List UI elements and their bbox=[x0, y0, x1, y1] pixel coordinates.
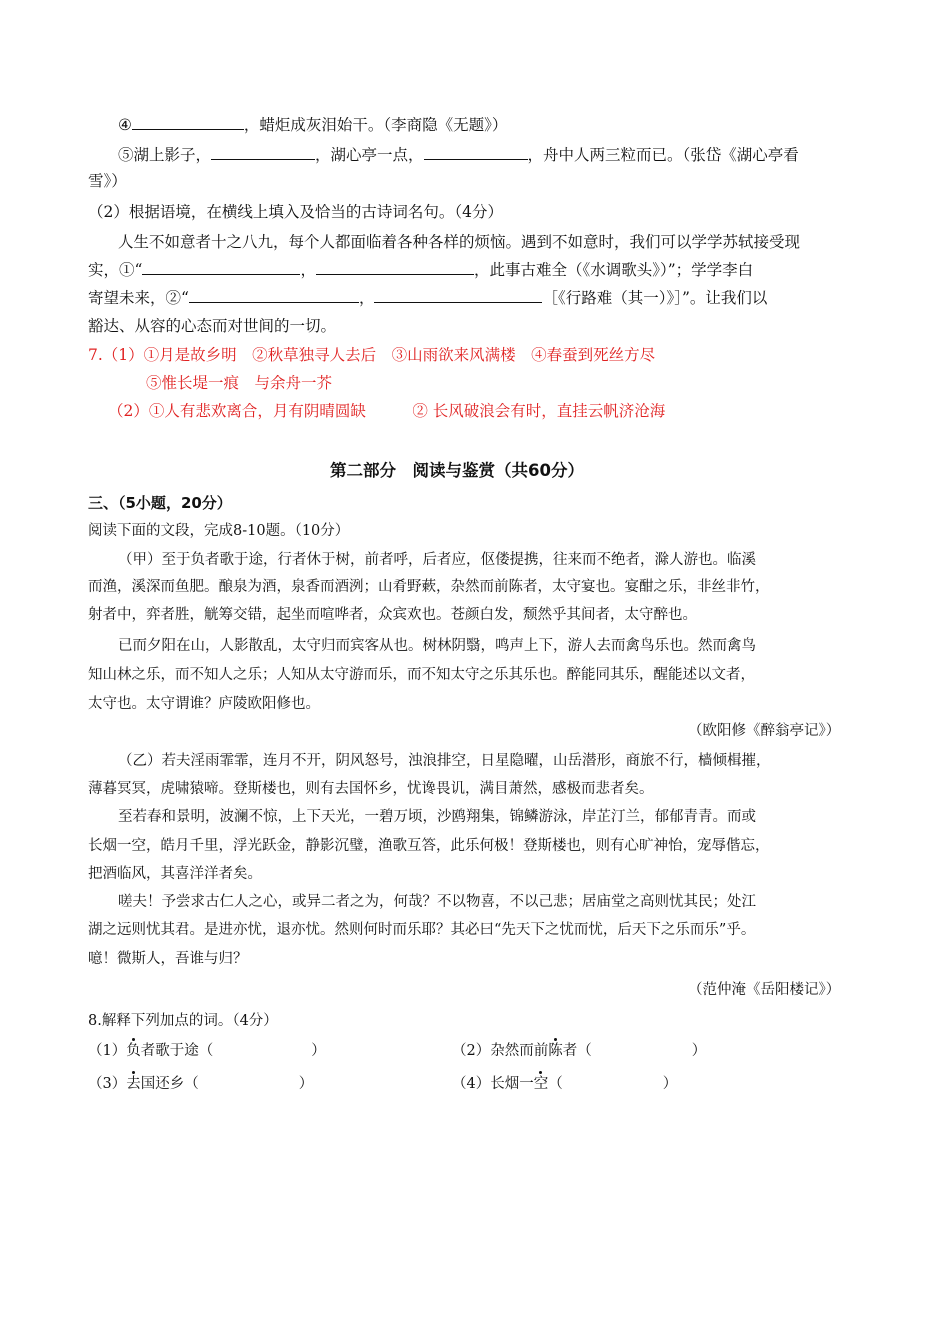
text-a-source: （欧阳修《醉翁亭记》） bbox=[688, 723, 841, 739]
part2-heading: 第二部分 阅读与鉴赏（共60分） bbox=[330, 461, 584, 480]
para-line-3 bbox=[88, 288, 767, 308]
q8-item-1-close: ） bbox=[311, 1043, 326, 1059]
q8-item-1-pre: （1） bbox=[88, 1043, 127, 1059]
text-a-line-6: 太守也。太守谓谁？庐陵欧阳修也。 bbox=[88, 696, 320, 712]
text-b-line-4: 长烟一空，皓月千里，浮光跃金，静影沉璧，渔歌互答，此乐何极！登斯楼也，则有心旷神怡，宠辱偕忘， bbox=[88, 838, 770, 854]
fill-line-4 bbox=[118, 115, 507, 135]
q2-title: （2）根据语境，在横线上填入及恰当的古诗词名句。（4分） bbox=[88, 203, 503, 221]
para2-b: ， bbox=[300, 261, 316, 279]
para-line-4: 豁达、从容的心态而对世间的一切。 bbox=[88, 317, 337, 335]
text-b-line-1: （乙）若夫淫雨霏霏，连月不开，阴风怒号，浊浪排空，日星隐曜，山岳潜形，商旅不行，樯倾楫摧， bbox=[118, 753, 771, 769]
q8-item-2-dotted-word: 陈 bbox=[548, 1043, 563, 1059]
fill-line-5 bbox=[118, 145, 799, 165]
line4-suffix: ，蜡炬成灰泪始干。（李商隐《无题》） bbox=[243, 116, 508, 134]
text-a-line-5: 知山林之乐，而不知人之乐；人知从太守游而乐，而不知太守之乐其乐也。醉能同其乐，醒能述以文者， bbox=[88, 667, 755, 683]
text-a-line-3: 射者中，弈者胜，觥筹交错，起坐而喧哗者，众宾欢也。苍颜白发，颓然乎其间者，太守醉也。 bbox=[88, 607, 697, 623]
blank-para-2b[interactable] bbox=[374, 288, 542, 303]
text-b-line-5: 把酒临风，其喜洋洋者矣。 bbox=[88, 866, 262, 882]
q8-item-3-close: ） bbox=[298, 1076, 314, 1092]
q8-item-2 bbox=[452, 1041, 706, 1061]
section-heading: 三、（5小题，20分） bbox=[88, 494, 232, 512]
line4-prefix: ④ bbox=[118, 116, 132, 134]
text-a-line-1: （甲）至于负者歌于途，行者休于树，前者呼，后者应，伛偻提携，往来而不绝者，滁人游也。临溪 bbox=[118, 552, 756, 568]
blank-para-1a[interactable] bbox=[142, 260, 300, 275]
para2-c: ，此事古难全（《水调歌头》）”；学学李白 bbox=[473, 261, 754, 279]
q8-item-4-pre: （4）长烟一 bbox=[452, 1076, 534, 1092]
q8-item-1 bbox=[88, 1041, 326, 1061]
blank-5b[interactable] bbox=[424, 145, 528, 160]
text-b-source: （范仲淹《岳阳楼记》） bbox=[688, 982, 841, 998]
blank-para-2a[interactable] bbox=[189, 288, 359, 303]
q8-item-2-pre: （2）杂然而前 bbox=[452, 1043, 549, 1059]
q8-item-4 bbox=[452, 1074, 677, 1094]
line5-c: ，舟中人两三粒而已。（张岱《湖心亭看 bbox=[527, 146, 799, 164]
q8-item-4-close: ） bbox=[662, 1076, 678, 1092]
q8-item-4-post: （ bbox=[548, 1076, 563, 1092]
text-a-line-4: 已而夕阳在山，人影散乱，太守归而宾客从也。树林阴翳，鸣声上下，游人去而禽鸟乐也。然而禽鸟 bbox=[118, 638, 756, 654]
para3-c: ［《行路难（其一）》］”。让我们以 bbox=[542, 289, 768, 307]
para-line-2 bbox=[88, 260, 753, 280]
para3-a: 寄望未来，②“ bbox=[88, 289, 189, 307]
para-line-1: 人生不如意者十之八九，每个人都面临着各种各样的烦恼。遇到不如意时，我们可以学学苏轼接受现 bbox=[118, 233, 801, 251]
line5-b: ，湖心亭一点， bbox=[315, 146, 424, 164]
line5-a: ⑤湖上影子， bbox=[118, 146, 212, 164]
q8-item-3 bbox=[88, 1074, 313, 1094]
q8-item-3-pre: （3） bbox=[88, 1076, 127, 1092]
text-a-line-2: 而渔，溪深而鱼肥。酿泉为酒，泉香而酒洌；山肴野蔌，杂然而前陈者，太守宴也。宴酣之乐，非丝非竹， bbox=[88, 579, 770, 595]
blank-para-1b[interactable] bbox=[316, 260, 474, 275]
q8-item-4-dotted-word: 空 bbox=[533, 1076, 549, 1092]
q8-item-1-post: 者歌于途（ bbox=[140, 1043, 214, 1059]
answer-line-1: 7.（1）①月是故乡明 ②秋草独寻人去后 ③山雨欲来风满楼 ④春蚕到死丝方尽 bbox=[88, 346, 656, 364]
q8-item-2-post: 者（ bbox=[562, 1043, 592, 1059]
blank-4[interactable] bbox=[132, 115, 244, 130]
answer-line-3: （2）①人有悲欢离合，月有阴晴圆缺 ② 长风破浪会有时，直挂云帆济沧海 bbox=[108, 402, 666, 420]
text-b-line-6: 嗟夫！予尝求古仁人之心，或异二者之为，何哉？不以物喜，不以己悲；居庙堂之高则忧其民；处江 bbox=[118, 894, 756, 910]
para2-a: 实，①“ bbox=[88, 261, 143, 279]
q8-item-2-close: ） bbox=[691, 1043, 707, 1059]
q8-item-1-dotted-word: 负 bbox=[126, 1043, 141, 1059]
text-b-line-7: 湖之远则忧其君。是进亦忧，退亦忧。然则何时而乐耶？其必曰“先天下之忧而忧，后天下之乐而乐”乎。 bbox=[88, 922, 756, 938]
answer-line-2: ⑤惟长堤一痕 与余舟一芥 bbox=[146, 374, 333, 392]
fill-line-5-cont: 雪》） bbox=[88, 172, 127, 190]
q8-item-3-dotted-word: 去 bbox=[126, 1076, 141, 1092]
text-b-line-3: 至若春和景明，波澜不惊，上下天光，一碧万顷，沙鸥翔集，锦鳞游泳，岸芷汀兰，郁郁青青。而或 bbox=[118, 809, 756, 825]
para3-b: ， bbox=[358, 289, 375, 307]
text-b-line-8: 噫！微斯人，吾谁与归？ bbox=[88, 951, 248, 967]
q8-item-3-post: 国还乡（ bbox=[140, 1076, 199, 1092]
blank-5a[interactable] bbox=[211, 145, 315, 160]
text-b-line-2: 薄暮冥冥，虎啸猿啼。登斯楼也，则有去国怀乡，忧谗畏讥，满目萧然，感极而悲者矣。 bbox=[88, 781, 654, 797]
q8-title: 8.解释下列加点的词。（4分） bbox=[88, 1013, 278, 1029]
reading-instruction: 阅读下面的文段，完成8-10题。（10分） bbox=[88, 523, 350, 539]
